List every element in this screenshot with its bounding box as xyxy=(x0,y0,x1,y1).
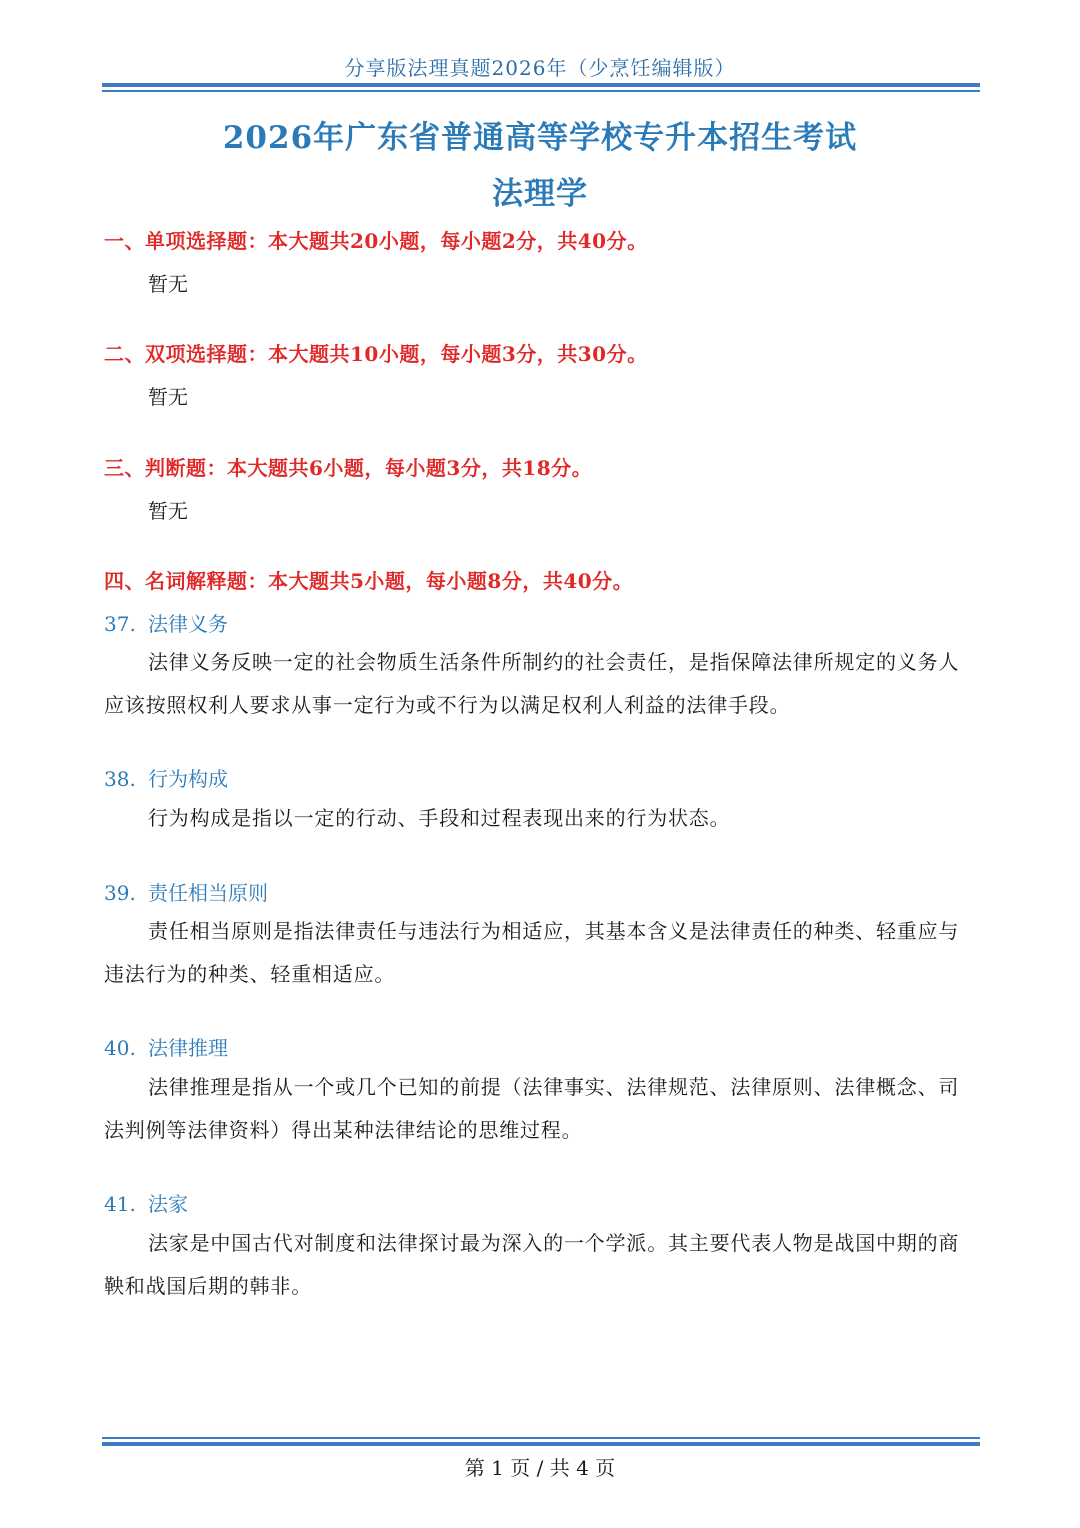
document-title: 2026年广东省普通高等学校专升本招生考试 xyxy=(222,120,858,156)
term-answer: 法律推理是指从一个或几个已知的前提（法律事实、法律规范、法律原则、法律概念、司法判例等法律资料）得出某种法律结论的思维过程。 xyxy=(104,1075,960,1142)
footer-rule-thin xyxy=(102,1437,980,1439)
term-heading xyxy=(104,608,228,637)
term-name: 法律推理 xyxy=(148,1036,228,1060)
term-name: 法律义务 xyxy=(148,612,228,636)
section-content-single-choice: 暂无 xyxy=(148,272,188,296)
section-content-double-choice: 暂无 xyxy=(148,385,188,409)
term-answer: 法家是中国古代对制度和法律探讨最为深入的一个学派。其主要代表人物是战国中期的商鞅和战国后期的韩非。 xyxy=(104,1231,960,1298)
section-heading-term-explanation: 四、名词解释题：本大题共5小题，每小题8分，共40分。 xyxy=(104,569,634,593)
section-heading-true-false: 三、判断题：本大题共6小题，每小题3分，共18分。 xyxy=(104,456,593,480)
term-heading xyxy=(104,1188,188,1217)
page-number: 第 1 页 / 共 4 页 xyxy=(464,1456,616,1480)
term-answer: 责任相当原则是指法律责任与违法行为相适应，其基本含义是法律责任的种类、轻重应与违法行为的种类、轻重相适应。 xyxy=(104,919,960,986)
term-number: 38. xyxy=(104,767,136,791)
section-heading-double-choice: 二、双项选择题：本大题共10小题，每小题3分，共30分。 xyxy=(104,342,648,366)
term-answer: 法律义务反映一定的社会物质生活条件所制约的社会责任，是指保障法律所规定的义务人应该按照权利人要求从事一定行为或不行为以满足权利人利益的法律手段。 xyxy=(104,650,960,717)
term-number: 40. xyxy=(104,1036,136,1060)
header-rule-thin xyxy=(102,90,980,92)
section-content-true-false: 暂无 xyxy=(148,499,188,523)
term-number: 41. xyxy=(104,1192,136,1216)
term-number: 37. xyxy=(104,612,136,636)
term-name: 法家 xyxy=(148,1192,188,1216)
term-number: 39. xyxy=(104,881,136,905)
term-name: 责任相当原则 xyxy=(148,881,268,905)
term-answer: 行为构成是指以一定的行动、手段和过程表现出来的行为状态。 xyxy=(148,806,731,830)
running-header: 分享版法理真题2026年（少烹饪编辑版） xyxy=(344,56,736,80)
header-rule-thick xyxy=(102,83,980,87)
footer-rule-thick xyxy=(102,1442,980,1446)
section-heading-single-choice: 一、单项选择题：本大题共20小题，每小题2分，共40分。 xyxy=(104,229,648,253)
term-heading xyxy=(104,763,228,792)
subject-title: 法理学 xyxy=(492,176,588,212)
term-heading xyxy=(104,877,268,906)
term-name: 行为构成 xyxy=(148,767,228,791)
term-heading xyxy=(104,1032,228,1061)
